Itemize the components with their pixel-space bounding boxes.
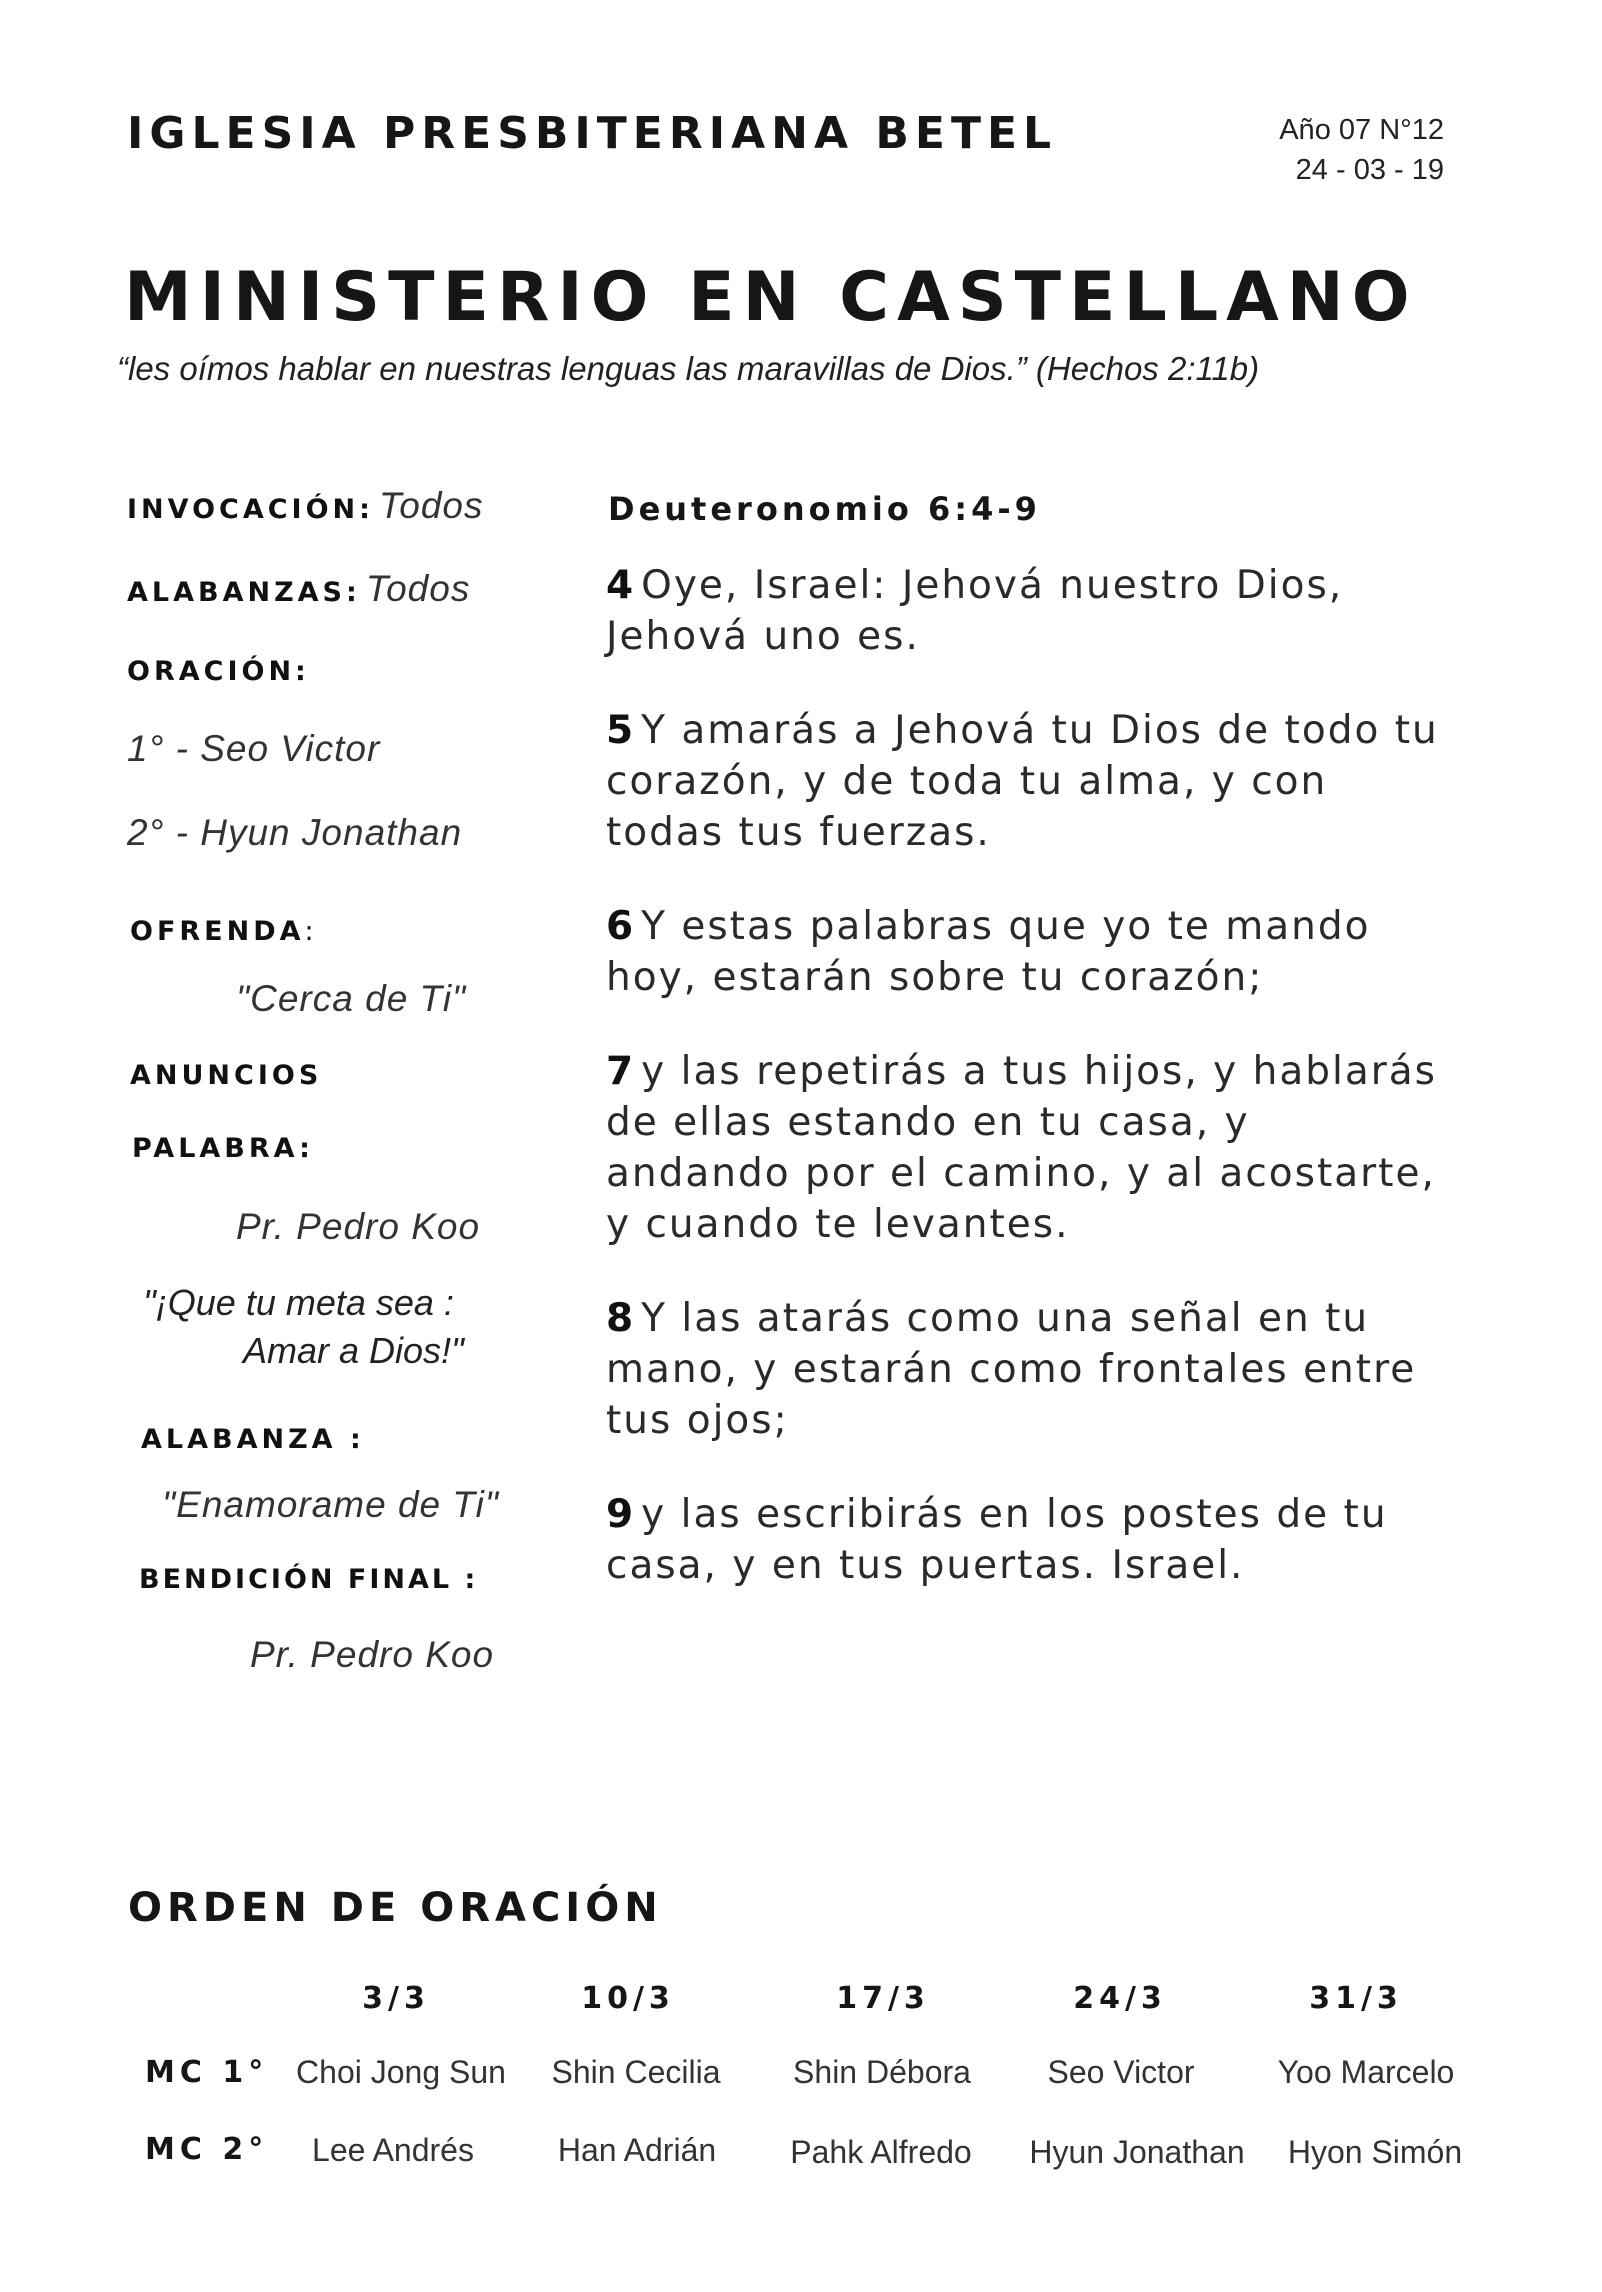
page-title: MINISTERIO EN CASTELLANO	[124, 258, 1418, 337]
date-header: 10/3	[581, 1981, 675, 2016]
verse-number: 5	[606, 708, 636, 753]
passage-title: Deuteronomio 6:4-9	[608, 490, 1041, 528]
alabanza-value: "Enamorame de Ti"	[162, 1484, 500, 1525]
issue-number: Año 07 N°12	[1279, 114, 1444, 146]
date-header: 31/3	[1309, 1981, 1403, 2016]
table-cell: Yoo Marcelo	[1277, 2054, 1455, 2090]
table-cell: Pahk Alfredo	[790, 2134, 972, 2170]
verse-number: 9	[606, 1492, 636, 1537]
date-header: 24/3	[1073, 1981, 1167, 2016]
date-header: 3/3	[362, 1981, 430, 2016]
verse-6	[606, 901, 1446, 1003]
invocacion-label: INVOCACIÓN:	[127, 494, 374, 525]
bendicion-value: Pr. Pedro Koo	[250, 1634, 495, 1675]
verse-4	[606, 560, 1446, 662]
table-cell: Lee Andrés	[312, 2132, 474, 2168]
verse-number: 4	[606, 563, 636, 608]
verse-text: Y las atarás como una señal en tu mano, y estarán como frontales entre tus ojos;	[606, 1296, 1417, 1443]
table-cell: Shin Cecilia	[551, 2054, 721, 2090]
ofrenda-colon: :	[304, 916, 314, 947]
verse-9	[606, 1489, 1446, 1591]
bible-quote: “les oímos hablar en nuestras lenguas las maravillas de Dios.” (Hechos 2:11b)	[117, 350, 1260, 387]
table-cell: Choi Jong Sun	[296, 2054, 506, 2090]
date-header: 17/3	[836, 1981, 930, 2016]
ofrenda-label: OFRENDA	[130, 916, 305, 947]
alabanzas-value: Todos	[365, 568, 471, 609]
ofrenda-value: "Cerca de Ti"	[236, 978, 467, 1019]
row-label-mc1: MC 1°	[145, 2055, 269, 2090]
verse-text: Y estas palabras que yo te mando hoy, estarán sobre tu corazón;	[606, 904, 1371, 1000]
passage-verses	[606, 560, 1446, 1634]
table-cell: Seo Victor	[1047, 2054, 1195, 2090]
verse-text: Y amarás a Jehová tu Dios de todo tu corazón, y de toda tu alma, y con todas tus fuerzas.	[606, 708, 1439, 855]
alabanzas-row	[127, 568, 470, 610]
table-cell: Hyun Jonathan	[1029, 2134, 1245, 2170]
row-label-mc2: MC 2°	[145, 2132, 269, 2167]
verse-number: 6	[606, 904, 636, 949]
verse-5	[606, 705, 1446, 858]
oracion-label: ORACIÓN:	[127, 656, 310, 687]
table-cell: Shin Débora	[793, 2054, 971, 2090]
ofrenda-row	[130, 916, 314, 947]
oracion-second: 2° - Hyun Jonathan	[127, 812, 463, 853]
invocacion-value: Todos	[379, 485, 484, 526]
issue-date: 24 - 03 - 19	[1295, 154, 1444, 186]
verse-8	[606, 1293, 1446, 1446]
palabra-label: PALABRA:	[132, 1133, 314, 1164]
table-cell: Han Adrián	[557, 2132, 717, 2168]
table-cell: Hyon Simón	[1287, 2134, 1463, 2170]
verse-text: y las escribirás en los postes de tu casa, y en tus puertas. Israel.	[606, 1492, 1388, 1588]
verse-number: 7	[606, 1049, 636, 1094]
alabanza-label: ALABANZA :	[141, 1424, 365, 1455]
verse-text: y las repetirás a tus hijos, y hablarás de ellas estando en tu casa, y andando por el camino, y al acostarte, y cuando te levantes.	[606, 1049, 1437, 1247]
sermon-title-line2: Amar a Dios!"	[243, 1330, 464, 1371]
verse-text: Oye, Israel: Jehová nuestro Dios, Jehová uno es.	[606, 563, 1344, 659]
issue-info	[1279, 110, 1444, 190]
verse-7	[606, 1046, 1446, 1250]
invocacion-row	[127, 485, 483, 527]
oracion-first: 1° - Seo Victor	[127, 728, 381, 769]
prayer-order-title: ORDEN DE ORACIÓN	[128, 1885, 663, 1931]
alabanzas-label: ALABANZAS:	[127, 577, 361, 608]
church-name: IGLESIA PRESBITERIANA BETEL	[127, 108, 1058, 159]
sermon-title-line1: "¡Que tu meta sea :	[143, 1282, 454, 1323]
verse-number: 8	[606, 1296, 636, 1341]
bendicion-label: BENDICIÓN FINAL :	[139, 1564, 479, 1595]
palabra-value: Pr. Pedro Koo	[236, 1206, 481, 1247]
anuncios-label: ANUNCIOS	[130, 1060, 323, 1091]
